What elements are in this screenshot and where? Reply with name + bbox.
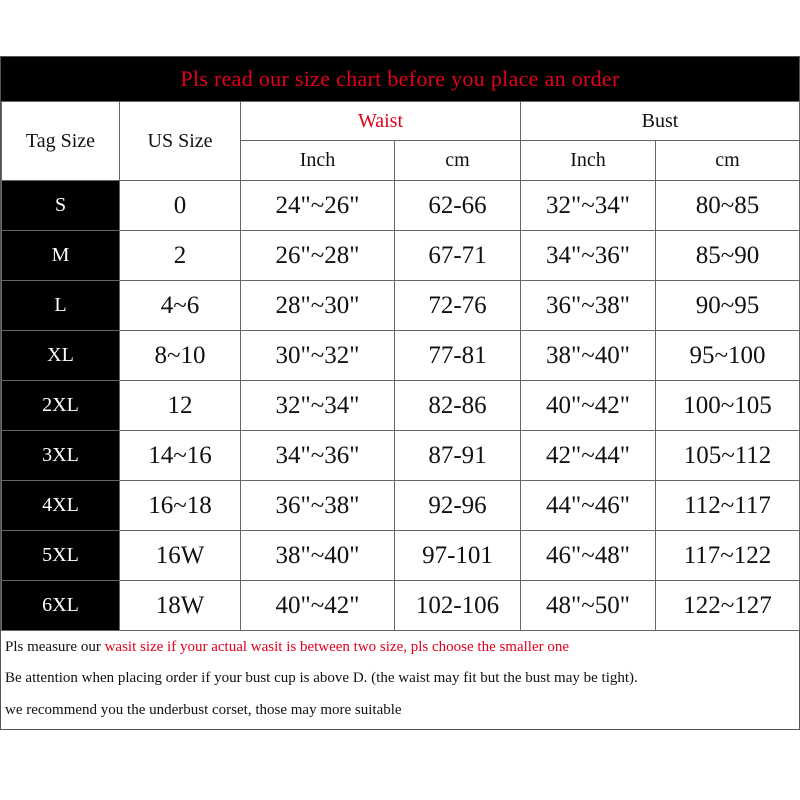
bust-inch-cell: 48"~50" <box>521 581 656 631</box>
tag-size-cell: 4XL <box>2 481 120 531</box>
bust-inch-cell: 34"~36" <box>521 231 656 281</box>
header-waist-inch: Inch <box>241 141 395 181</box>
header-waist: Waist <box>241 102 521 141</box>
header-us-size: US Size <box>120 102 241 181</box>
note-1-highlight: wasit size if your actual wasit is between two size, pls choose the smaller one <box>104 639 570 655</box>
header-bust-inch: Inch <box>521 141 656 181</box>
us-size-cell: 12 <box>120 381 241 431</box>
header-waist-cm: cm <box>395 141 521 181</box>
tag-size-cell: M <box>2 231 120 281</box>
bust-inch-cell: 42"~44" <box>521 431 656 481</box>
us-size-cell: 4~6 <box>120 281 241 331</box>
bust-inch-cell: 36"~38" <box>521 281 656 331</box>
waist-cm-cell: 67-71 <box>395 231 521 281</box>
us-size-cell: 0 <box>120 181 241 231</box>
waist-inch-cell: 36"~38" <box>241 481 395 531</box>
waist-inch-cell: 30"~32" <box>241 331 395 381</box>
table-row <box>2 181 800 231</box>
waist-cm-cell: 92-96 <box>395 481 521 531</box>
bust-cm-cell: 122~127 <box>656 581 800 631</box>
waist-inch-cell: 38"~40" <box>241 531 395 581</box>
note-line-1 <box>5 639 569 656</box>
chart-banner: Pls read our size chart before you place an order <box>1 57 799 101</box>
bust-cm-cell: 90~95 <box>656 281 800 331</box>
note-line-3: we recommend you the underbust corset, those may more suitable <box>5 702 402 718</box>
table-row <box>2 231 800 281</box>
size-table <box>1 101 800 631</box>
bust-cm-cell: 80~85 <box>656 181 800 231</box>
us-size-cell: 18W <box>120 581 241 631</box>
us-size-cell: 14~16 <box>120 431 241 481</box>
waist-inch-cell: 28"~30" <box>241 281 395 331</box>
table-row <box>2 481 800 531</box>
table-row <box>2 281 800 331</box>
tag-size-cell: 5XL <box>2 531 120 581</box>
waist-cm-cell: 102-106 <box>395 581 521 631</box>
tag-size-cell: 2XL <box>2 381 120 431</box>
bust-cm-cell: 117~122 <box>656 531 800 581</box>
header-tag-size: Tag Size <box>2 102 120 181</box>
bust-cm-cell: 85~90 <box>656 231 800 281</box>
note-1-prefix: Pls measure our <box>5 639 105 655</box>
bust-inch-cell: 32"~34" <box>521 181 656 231</box>
bust-cm-cell: 112~117 <box>656 481 800 531</box>
tag-size-cell: 3XL <box>2 431 120 481</box>
tag-size-cell: XL <box>2 331 120 381</box>
bust-cm-cell: 95~100 <box>656 331 800 381</box>
bust-cm-cell: 105~112 <box>656 431 800 481</box>
waist-inch-cell: 32"~34" <box>241 381 395 431</box>
waist-cm-cell: 97-101 <box>395 531 521 581</box>
waist-inch-cell: 34"~36" <box>241 431 395 481</box>
table-row <box>2 531 800 581</box>
waist-inch-cell: 26"~28" <box>241 231 395 281</box>
waist-inch-cell: 40"~42" <box>241 581 395 631</box>
table-row <box>2 381 800 431</box>
us-size-cell: 16W <box>120 531 241 581</box>
table-row <box>2 331 800 381</box>
notes-section <box>1 633 799 729</box>
tag-size-cell: S <box>2 181 120 231</box>
table-row <box>2 581 800 631</box>
tag-size-cell: L <box>2 281 120 331</box>
waist-inch-cell: 24"~26" <box>241 181 395 231</box>
table-row <box>2 431 800 481</box>
waist-cm-cell: 62-66 <box>395 181 521 231</box>
tag-size-cell: 6XL <box>2 581 120 631</box>
waist-cm-cell: 87-91 <box>395 431 521 481</box>
us-size-cell: 2 <box>120 231 241 281</box>
waist-cm-cell: 82-86 <box>395 381 521 431</box>
bust-cm-cell: 100~105 <box>656 381 800 431</box>
us-size-cell: 16~18 <box>120 481 241 531</box>
bust-inch-cell: 44"~46" <box>521 481 656 531</box>
waist-cm-cell: 72-76 <box>395 281 521 331</box>
bust-inch-cell: 46"~48" <box>521 531 656 581</box>
us-size-cell: 8~10 <box>120 331 241 381</box>
header-bust-cm: cm <box>656 141 800 181</box>
header-row <box>2 102 800 141</box>
size-chart <box>0 56 800 730</box>
bust-inch-cell: 40"~42" <box>521 381 656 431</box>
note-line-2: Be attention when placing order if your bust cup is above D. (the waist may fit but the bust may be tight). <box>5 670 638 686</box>
waist-cm-cell: 77-81 <box>395 331 521 381</box>
header-bust: Bust <box>521 102 800 141</box>
bust-inch-cell: 38"~40" <box>521 331 656 381</box>
